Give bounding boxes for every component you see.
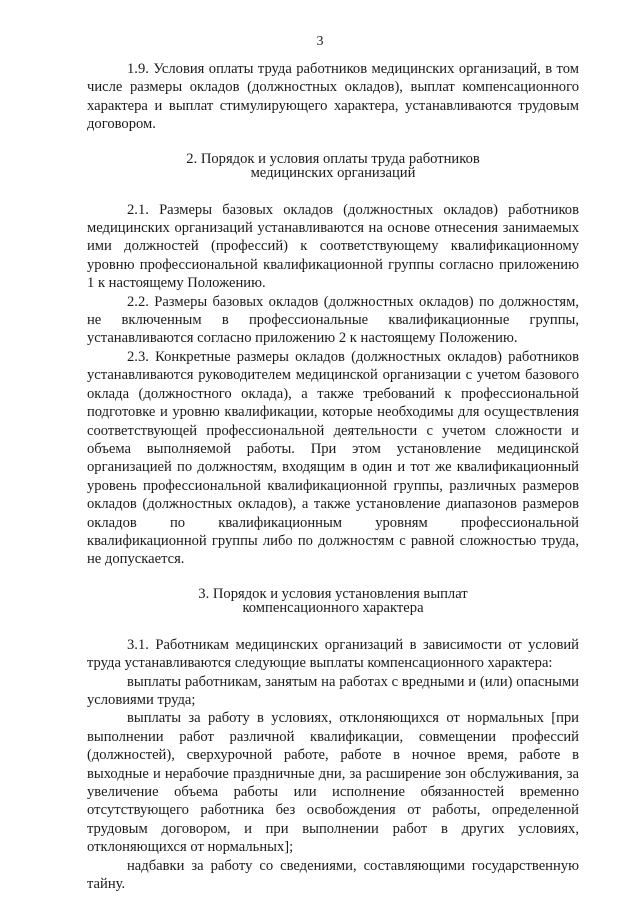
paragraph-2-1: 2.1. Размеры базовых окладов (должностных окладов) работников медицинских организаций устанавливаются на основе отнесения занимаемых ими должностей (профессий) к соответствующему квалификационному уровню профессиональной квалификационной группы согласно приложению 1 к настоящему Положению. (87, 201, 579, 292)
paragraph-2-3: 2.3. Конкретные размеры окладов (должностных окладов) работников устанавливаются руководителем медицинской организации с учетом базового оклада (должностного оклада), а также требований к профессиональной подготовке и уровню квалификации, которые необходимы для осуществления соответствующей профессиональной деятельности с учетом сложности и объема выполняемой работы. При этом установление медицинской организацией по должностям, входящим в один и тот же квалификационный уровень профессиональной квалификационной группы, различных размеров окладов (должностных окладов), а также установление диапазонов размеров окладов по квалификационным уровням профессиональной квалификационной группы либо по должностям с равной сложностью труда, не допускается. (87, 348, 579, 568)
spacer (87, 569, 579, 587)
section-heading-3-line2: компенсационного характера (242, 600, 424, 617)
paragraph-1-9: 1.9. Условия оплаты труда работников медицинских организаций, в том числе размеры окладов (должностных окладов), выплат компенсационного характера и выплат стимулирующего характера, устанавливаются трудовым договором. (87, 61, 579, 133)
section-heading-3 (87, 587, 579, 616)
section-heading-3-line1: 3. Порядок и условия установления выплат (198, 585, 468, 602)
paragraph-3-1-hazardous: выплаты работникам, занятым на работах с вредными и (или) опасными условиями труда; (87, 673, 579, 708)
paragraph-3-1: 3.1. Работникам медицинских организаций в зависимости от условий труда устанавливаются следующие выплаты компенсационного характера: (87, 636, 579, 672)
spacer (87, 616, 579, 636)
page-number: 3 (316, 34, 324, 49)
document-body (87, 60, 579, 893)
spacer (87, 134, 579, 152)
paragraph-3-1-state-secret: надбавки за работу со сведениями, составляющими государственную тайну. (87, 857, 579, 893)
section-heading-2-line1: 2. Порядок и условия оплаты труда работников (186, 150, 480, 167)
section-heading-2-line2: медицинских организаций (250, 165, 416, 182)
section-heading-2 (87, 152, 579, 181)
spacer (87, 181, 579, 201)
paragraph-2-2: 2.2. Размеры базовых окладов (должностных окладов) по должностям, не включенным в профессиональные квалификационные группы, устанавливаются согласно приложению 2 к настоящему Положению. (87, 293, 579, 347)
paragraph-3-1-abnormal-conditions: выплаты за работу в условиях, отклоняющихся от нормальных [при выполнении работ различной квалификации, совмещении профессий (должностей), сверхурочной работе, работе в ночное время, работе в выходные и нерабочие праздничные дни, за расширение зон обслуживания, за увеличение объема работы или исполнение обязанностей временно отсутствующего работника без освобождения от работы, определенной трудовым договором, и при выполнении работ в других условиях, отклоняющихся от нормальных]; (87, 710, 579, 856)
